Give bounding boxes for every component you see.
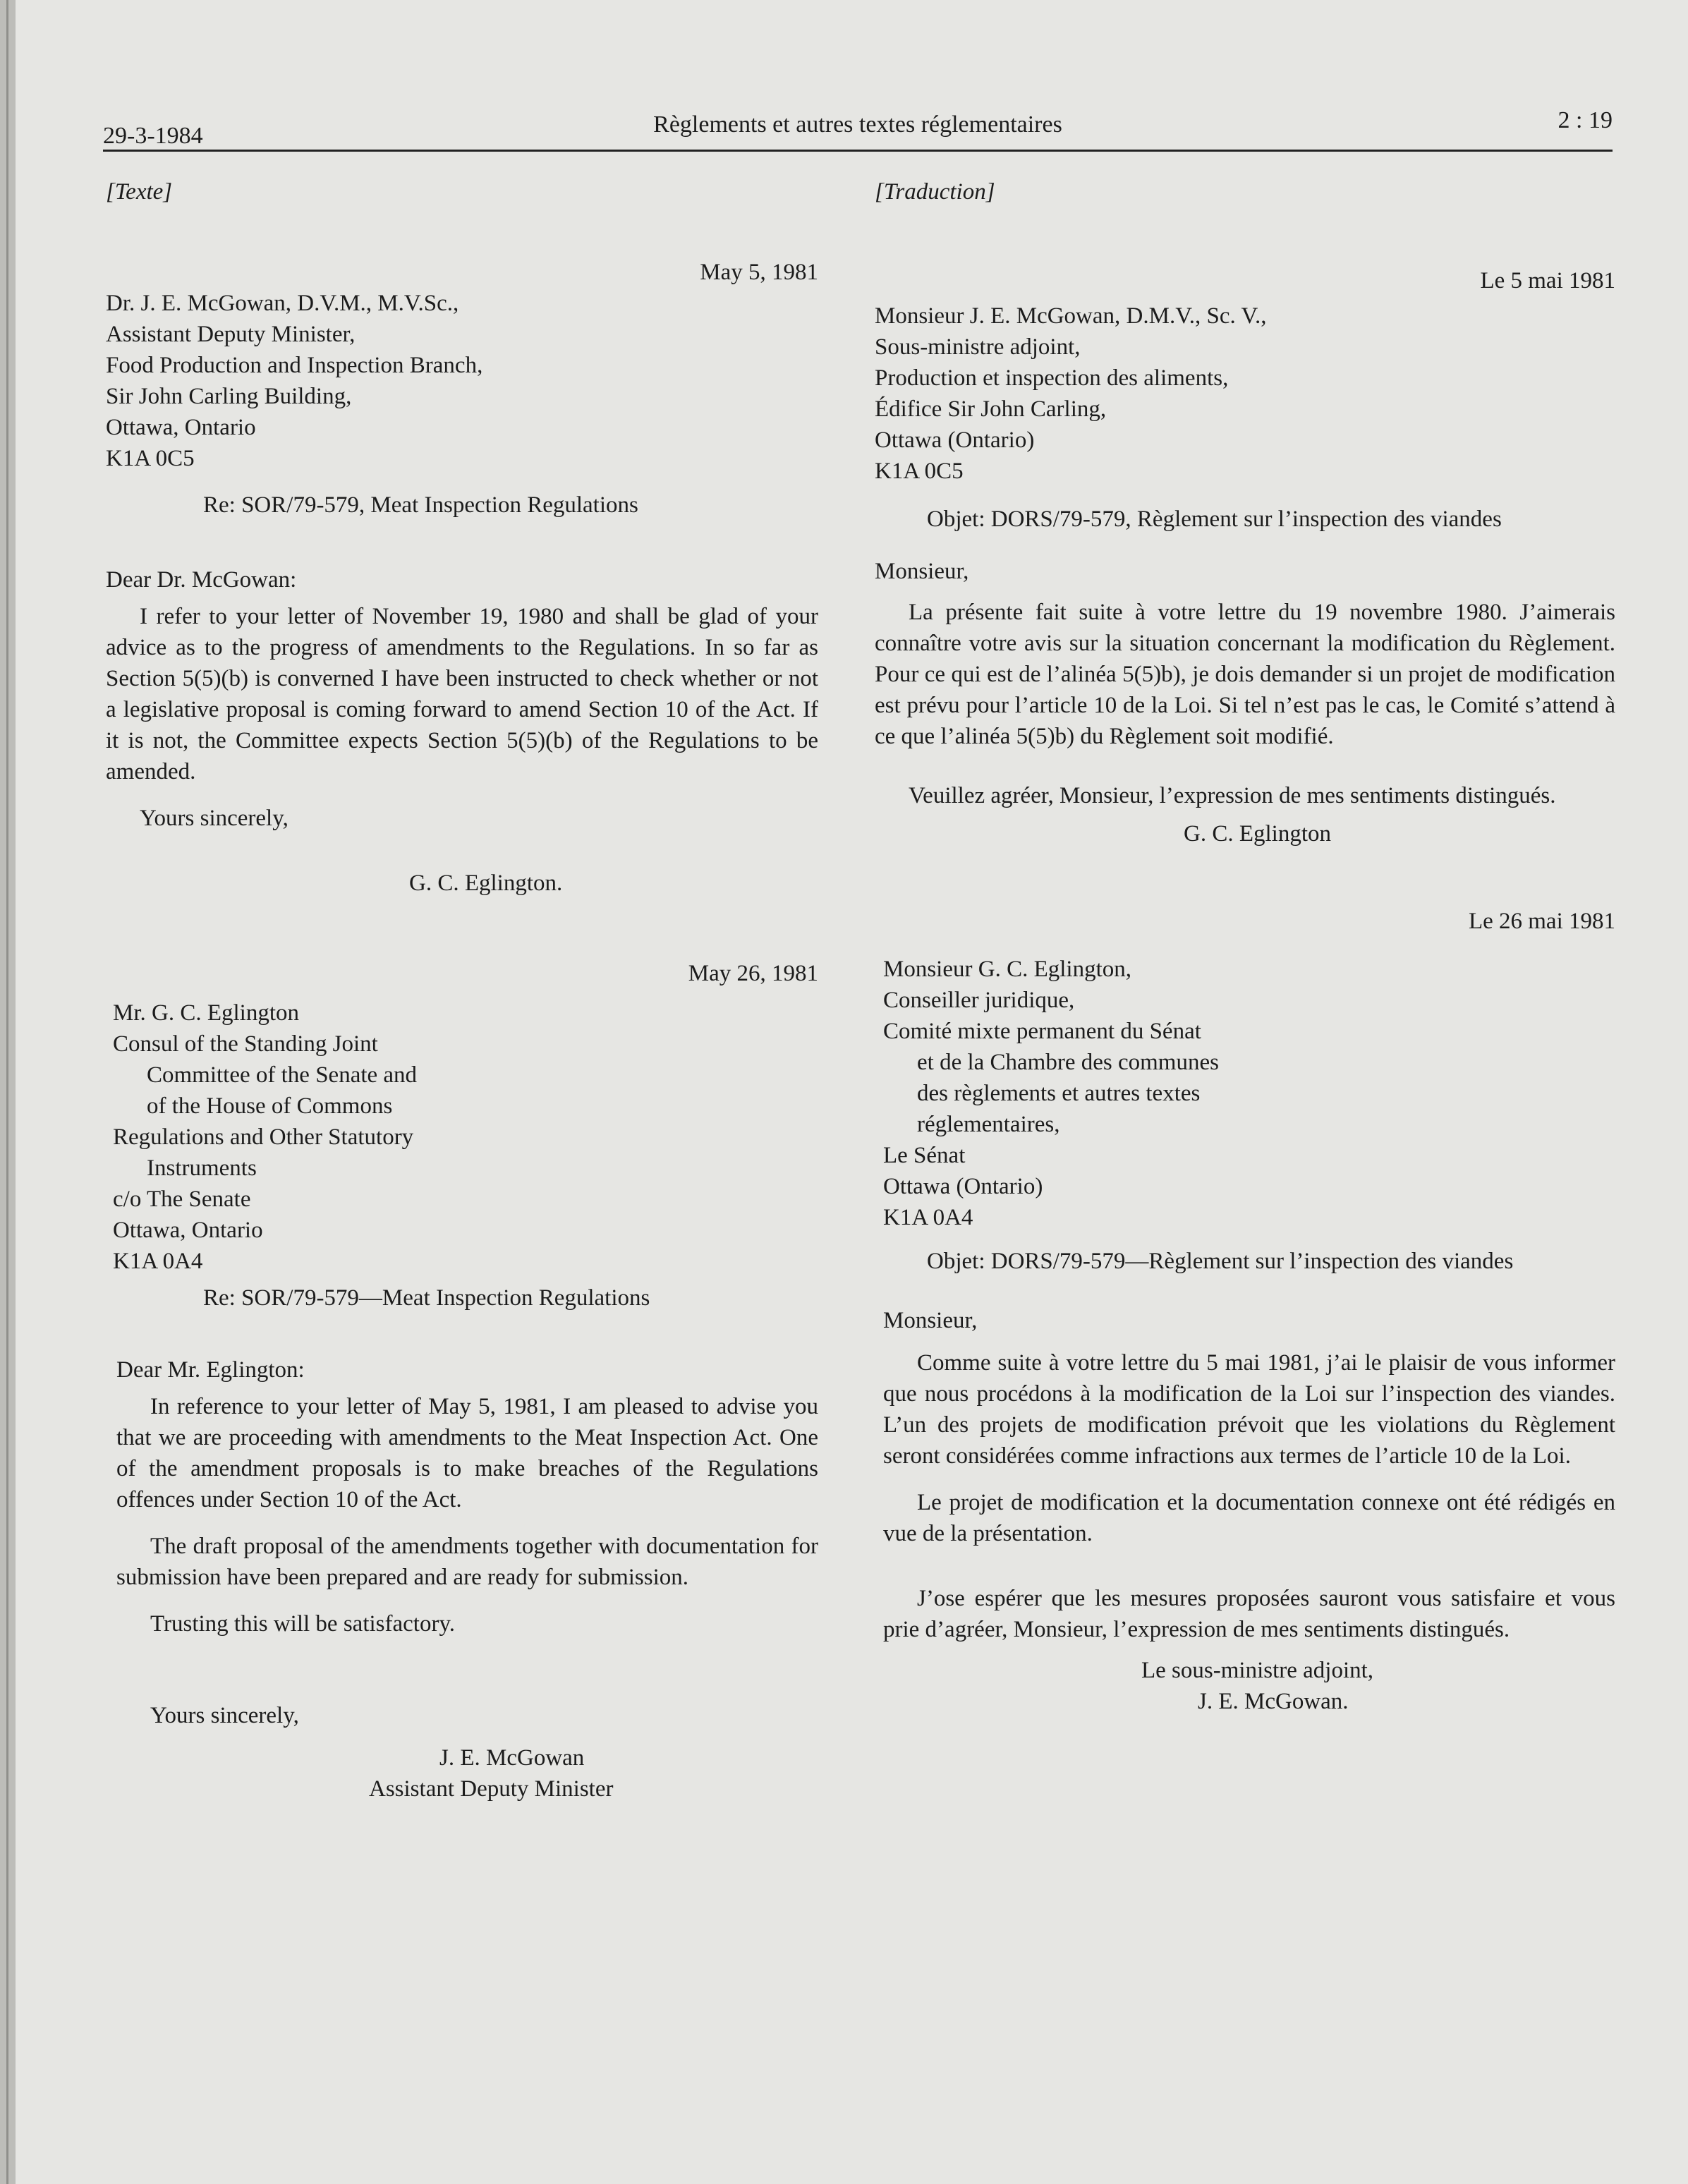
right-column [875,176,1615,1717]
right-letter2-signature: J. E. McGowan. [1198,1689,1349,1714]
address-line: of the House of Commons [147,1093,393,1119]
address-line: Ottawa, Ontario [113,1218,263,1243]
address-line: Comité mixte permanent du Sénat [883,1019,1201,1044]
address-line: et de la Chambre des communes [917,1050,1219,1075]
address-line: c/o The Senate [113,1187,251,1212]
binding-line [6,0,8,2184]
address-line: Édifice Sir John Carling, [875,396,1107,422]
address-line: Instruments [147,1155,257,1181]
address-line: Assistant Deputy Minister, [106,322,356,347]
right-letter2-body2: Le projet de modification et la documentation connexe ont été rédigés en vue de la présentation. [883,1490,1615,1546]
right-letter2-body1: Comme suite à votre lettre du 5 mai 1981, j’ai le plaisir de vous informer que nous procédons à la modification de la Loi sur l’inspection des viandes. L’un des projets de modification prévoit que les violations du Règlement seront considérées comme infractions aux termes de l’article 10 de la Loi. [883,1350,1615,1469]
left-letter2-body3: Trusting this will be satisfactory. [150,1611,456,1637]
right-letter1-body: La présente fait suite à votre lettre du 19 novembre 1980. J’aimerais connaître votre avis sur la situation concernant la modification du Règlement. Pour ce qui est de l’alinéa 5(5)b), je dois demander si un projet de modification est prévu pour l’article 10 de la Loi. Si tel n’est pas le cas, le Comité s’attend à ce que l’alinéa 5(5)b) du Règlement soit modifié. [875,600,1615,749]
left-letter2-body2: The draft proposal of the amendments together with documentation for submission have been prepared and are ready for submission. [116,1534,818,1590]
address-line: Regulations and Other Statutory [113,1124,414,1150]
left-letter1-closing: Yours sincerely, [140,806,289,831]
address-line: des règlements et autres textes [917,1081,1201,1106]
address-line: Conseiller juridique, [883,988,1075,1013]
right-tag: [Traduction] [875,179,995,205]
right-letter1-address [875,301,1615,487]
address-line: Committee of the Senate and [147,1062,418,1088]
right-letter1-re: Objet: DORS/79-579, Règlement sur l’inspection des viandes [927,506,1502,532]
left-letter1-address [106,288,818,474]
address-line: Sir John Carling Building, [106,384,352,409]
left-letter2-body-block [106,1391,818,1804]
address-line: Dr. J. E. McGowan, D.V.M., M.V.Sc., [106,291,459,316]
left-column [106,176,818,1804]
left-letter2-re: Re: SOR/79-579—Meat Inspection Regulations [203,1285,650,1311]
header-title: Règlements et autres textes réglementaires [653,111,1062,138]
address-line: Sous-ministre adjoint, [875,334,1081,360]
address-line: K1A 0C5 [106,446,195,471]
address-line: K1A 0A4 [883,1205,973,1230]
right-letter1-date: Le 5 mai 1981 [1480,268,1615,293]
left-letter2-signature-title: Assistant Deputy Minister [369,1776,614,1802]
address-line: Consul of the Standing Joint [113,1031,378,1057]
left-letter2-address [106,997,818,1277]
address-line: Monsieur J. E. McGowan, D.M.V., Sc. V., [875,303,1267,329]
left-tag: [Texte] [106,179,173,205]
right-letter2-address [875,954,1615,1233]
right-letter2-body-block [875,1305,1615,1717]
page-binding [0,0,16,2184]
address-line: réglementaires, [917,1112,1060,1137]
right-letter1-signature: G. C. Eglington [1184,821,1332,847]
right-letter2-salutation: Monsieur, [883,1308,978,1333]
left-letter1-body: I refer to your letter of November 19, 1980 and shall be glad of your advice as to the progress of amendments to the Regulations. In so far as Section 5(5)(b) is converned I have been instructed to check whether or not a legislative proposal is coming forward to amend Section 10 of the Act. If it is not, the Committee expects Section 5(5)(b) of the Regulations to be amended. [106,604,818,784]
address-line: Monsieur G. C. Eglington, [883,957,1131,982]
left-letter2-salutation: Dear Mr. Eglington: [116,1357,305,1383]
page-header [103,107,1613,150]
address-line: Le Sénat [883,1143,966,1168]
header-rule [103,150,1613,152]
address-line: Ottawa, Ontario [106,415,256,440]
left-letter1-date: May 5, 1981 [700,260,818,285]
left-letter1-re: Re: SOR/79-579, Meat Inspection Regulations [203,492,638,518]
left-letter1-signature: G. C. Eglington. [409,870,563,896]
right-letter2-body3: J’ose espérer que les mesures proposées sauront vous satisfaire et vous prie d’agréer, Monsieur, l’expression de mes sentiments distingués. [883,1586,1615,1642]
address-line: Food Production and Inspection Branch, [106,353,483,378]
right-letter1-closing: Veuillez agréer, Monsieur, l’expression de mes sentiments distingués. [909,783,1556,808]
right-letter2-closing: Le sous-ministre adjoint, [1141,1658,1374,1683]
right-letter2-date: Le 26 mai 1981 [1468,909,1615,934]
header-page-number: 2 : 19 [1558,107,1613,133]
address-line: K1A 0C5 [875,459,964,484]
left-letter2-closing: Yours sincerely, [150,1703,299,1728]
address-line: K1A 0A4 [113,1249,203,1274]
left-letter1-salutation: Dear Dr. McGowan: [106,567,297,593]
left-letter2-body1: In reference to your letter of May 5, 1981, I am pleased to advise you that we are proceeding with amendments to the Meat Inspection Act. One of the amendment proposals is to make breaches of the Regulations offences under Section 10 of the Act. [116,1394,818,1512]
address-line: Ottawa (Ontario) [875,427,1035,453]
address-line: Mr. G. C. Eglington [113,1000,300,1026]
address-line: Production et inspection des aliments, [875,365,1229,391]
right-letter2-re: Objet: DORS/79-579—Règlement sur l’inspection des viandes [927,1249,1514,1274]
right-letter1-salutation: Monsieur, [875,559,969,584]
header-date: 29-3-1984 [103,123,203,149]
left-letter2-signature: J. E. McGowan [439,1745,585,1771]
address-line: Ottawa (Ontario) [883,1174,1043,1199]
left-letter2-date: May 26, 1981 [688,961,818,986]
